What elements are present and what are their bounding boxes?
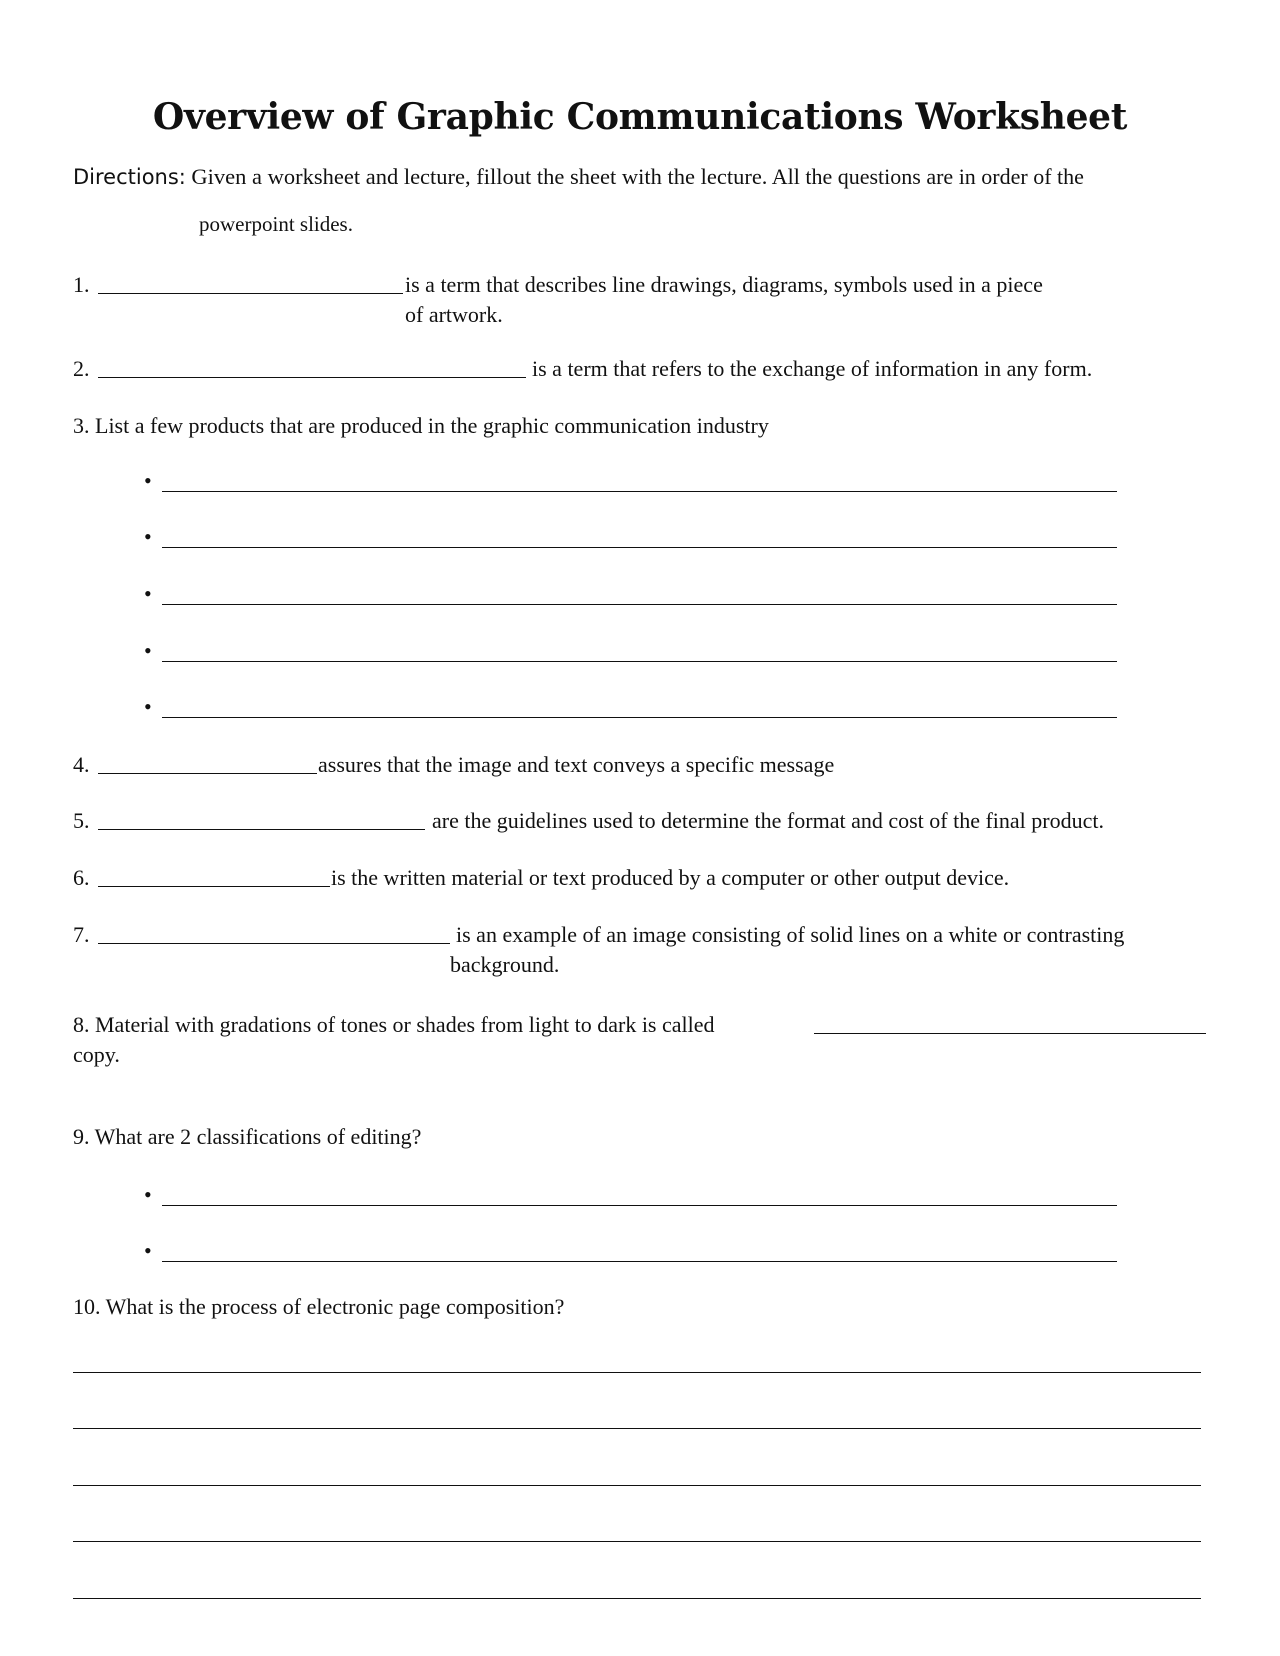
q9-bullet: • [144,1182,152,1207]
q8-text-continued: copy. [73,1042,120,1067]
q2-number: 2. [73,356,90,381]
q3-bullet: • [144,524,152,549]
q7-text-continued: background. [450,952,560,977]
directions-bold-text: Given a worksheet and lecture, fillout the sheet with the lecture. [191,164,768,189]
q7-answer-blank[interactable] [98,943,450,944]
q3-answer-blank-1[interactable] [162,491,1117,492]
q5-text: are the guidelines used to determine the format and cost of the final product. [432,808,1104,833]
q8-text: 8. Material with gradations of tones or shades from light to dark is called [73,1012,715,1037]
q3-bullet: • [144,638,152,663]
q1-text-continued: of artwork. [405,302,503,327]
q3-answer-blank-4[interactable] [162,661,1117,662]
q3-bullet: • [144,581,152,606]
q3-bullet: • [144,694,152,719]
q9-answer-blank-2[interactable] [162,1261,1117,1262]
q5-answer-blank[interactable] [98,829,425,830]
q2-text: is a term that refers to the exchange of information in any form. [532,356,1093,381]
q10-answer-line-1[interactable] [73,1372,1201,1373]
q3-bullet: • [144,468,152,493]
q6-number: 6. [73,865,90,890]
q1-text: is a term that describes line drawings, diagrams, symbols used in a piece [405,272,1043,297]
q3-text: 3. List a few products that are produced in the graphic communication industry [73,413,769,438]
q10-answer-line-2[interactable] [73,1428,1201,1429]
directions-label: Directions: [73,165,186,189]
q4-text: assures that the image and text conveys a specific message [318,752,835,777]
q1-number: 1. [73,272,90,297]
q3-answer-blank-5[interactable] [162,717,1117,718]
q10-answer-line-4[interactable] [73,1541,1201,1542]
page-title: Overview of Graphic Communications Worksheet [152,96,1128,138]
q2-answer-blank[interactable] [98,377,526,378]
q9-answer-blank-1[interactable] [162,1205,1117,1206]
q9-text: 9. What are 2 classifications of editing? [73,1124,422,1149]
q4-number: 4. [73,752,90,777]
q3-answer-blank-2[interactable] [162,547,1117,548]
q7-text: is an example of an image consisting of solid lines on a white or contrasting [456,922,1125,947]
q5-number: 5. [73,808,90,833]
q10-answer-line-3[interactable] [73,1485,1201,1486]
q7-number: 7. [73,922,90,947]
directions-continuation: powerpoint slides. [199,212,353,236]
q10-text: 10. What is the process of electronic page composition? [73,1294,565,1319]
q6-text: is the written material or text produced by a computer or other output device. [331,865,1010,890]
q6-answer-blank[interactable] [98,886,330,887]
q8-answer-blank[interactable] [814,1033,1206,1034]
directions-line [73,164,1084,190]
q3-answer-blank-3[interactable] [162,604,1117,605]
q4-answer-blank[interactable] [98,773,317,774]
q10-answer-line-5[interactable] [73,1598,1201,1599]
directions-rest-text: All the questions are in order of the [771,164,1084,189]
q9-bullet: • [144,1238,152,1263]
q1-answer-blank[interactable] [98,293,403,294]
